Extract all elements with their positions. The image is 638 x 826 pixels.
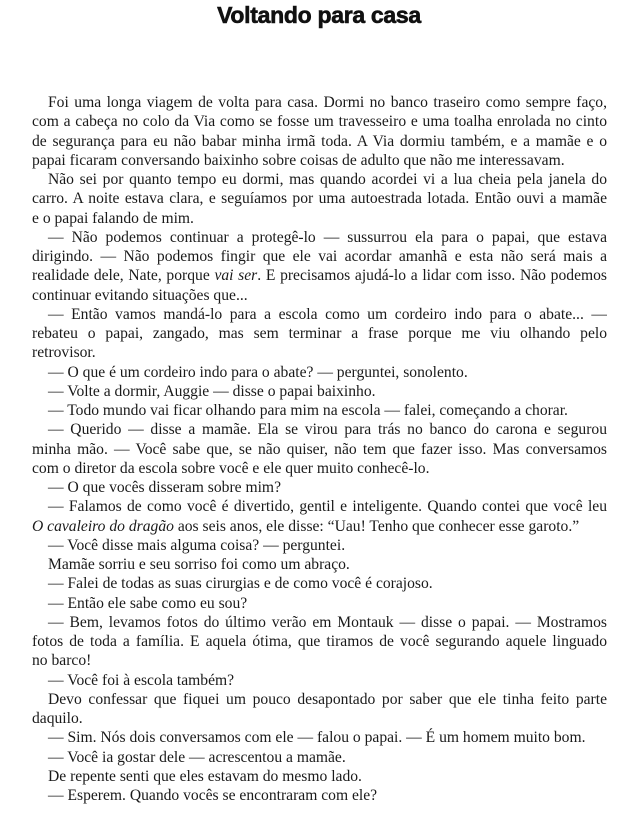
text-segment: Foi uma longa viagem de volta para casa. Dormi no banco traseiro como sempre faço, [48,94,607,111]
paragraph [32,786,607,805]
text-line [32,767,607,786]
text-line [32,209,607,228]
text-segment: retrovisor. [32,344,96,362]
text-segment: — Esperem. Quando vocês se encontraram com ele? [48,787,378,804]
paragraph [32,748,607,767]
text-line [32,517,607,536]
paragraph [32,382,607,401]
text-line [32,382,607,401]
text-line [32,594,607,613]
paragraph [32,93,607,170]
text-line [32,671,607,690]
text-segment: — Todo mundo vai ficar olhando para mim na escola — falei, começando a chorar. [48,402,568,419]
chapter-body [32,93,607,805]
paragraph [32,671,607,690]
text-segment: — Você foi à escola também? [48,671,235,689]
text-segment: continuar evitando situações que... [32,286,248,304]
text-segment: — Querido — disse a mamãe. Ela se virou para trás no banco do carona e segurou [48,421,607,439]
text-segment: Devo confessar que fiquei um pouco desapontado por saber que ele tinha feito parte [48,690,607,708]
text-segment: — Falei de todas as suas cirurgias e de como você é corajoso. [48,575,433,593]
text-segment: — Então ele sabe como eu sou? [48,594,248,612]
text-segment: Mamãe sorriu e seu sorriso foi como um abraço. [48,556,350,573]
text-segment: — Você disse mais alguma coisa? — perguntei. [48,536,346,554]
text-line [32,632,607,651]
paragraph [32,363,607,382]
text-segment: com o diretor da escola sobre você e ele quer muito conhecê-lo. [32,459,430,477]
italic-text-segment: vai ser [214,267,258,285]
text-segment: rebateu o papai, zangado, mas sem terminar a frase porque me viu olhando pelo [32,325,607,342]
text-segment: e o papai falando de mim. [32,209,194,227]
text-segment: carro. A noite estava clara, e seguíamos por uma autoestrada lotada. Então ouvi a mamãe [32,190,607,208]
paragraph [32,555,607,574]
paragraph [32,420,607,478]
text-segment: De repente senti que eles estavam do mesmo lado. [48,767,362,785]
paragraph [32,613,607,671]
text-line [32,286,607,305]
paragraph [32,170,607,228]
text-segment: no barco! [32,652,92,670]
text-line [32,478,607,497]
text-line [32,151,607,170]
paragraph [32,728,607,747]
text-segment: — O que é um cordeiro indo para o abate? — perguntei, sonolento. [48,363,468,381]
text-segment: dirigindo. — Não podemos fingir que ele vai acordar amanhã e esta não será mais a [32,248,607,265]
text-segment: — Não podemos continuar a protegê-lo — sussurrou ela para o papai, que estava [48,228,607,246]
text-line [32,459,607,478]
text-line [32,748,607,767]
text-segment: Não sei por quanto tempo eu dormi, mas quando acordei vi a lua cheia pela janela do [48,171,607,188]
text-line [32,651,607,670]
text-segment: — Então vamos mandá-lo para a escola como um cordeiro indo para o abate... — [48,305,607,323]
text-line [32,132,607,151]
text-segment: — Volte a dormir, Auggie — disse o papai baixinho. [48,382,376,400]
text-segment: com a cabeça no colo da Via como se fosse um travesseiro e uma toalha enrolada no cinto [32,113,607,131]
text-line [32,112,607,131]
text-segment: papai ficaram conversando baixinho sobre coisas de adulto que não me interessavam. [32,151,565,169]
text-segment: aos seis anos, ele disse: “Uau! Tenho que conhecer esse garoto.” [173,517,580,535]
text-line [32,690,607,709]
text-line [32,401,607,420]
paragraph [32,401,607,420]
text-line [32,170,607,189]
text-segment: fotos de toda a família. E aquela ótima, que tiramos de você segurando aquele linguado [32,633,607,650]
text-line [32,343,607,362]
text-segment: minha mão. — Você sabe que, se não quiser, não tem que fazer isso. Mas conversamos [32,440,607,458]
text-line [32,555,607,574]
text-segment: — Bem, levamos fotos do último verão em Montauk — disse o papai. — Mostramos [48,613,607,631]
text-segment: realidade dele, Nate, porque [32,267,215,285]
text-line [32,536,607,555]
text-segment: — O que vocês disseram sobre mim? [48,479,281,496]
text-line [32,497,607,516]
text-line [32,440,607,459]
text-line [32,574,607,593]
text-line [32,324,607,343]
text-segment: — Falamos de como você é divertido, gentil e inteligente. Quando contei que você leu [48,498,607,516]
text-line [32,247,607,266]
paragraph [32,536,607,555]
paragraph [32,594,607,613]
text-line [32,786,607,805]
text-segment: — Você ia gostar dele — acrescentou a mamãe. [48,748,346,766]
text-line [32,363,607,382]
paragraph [32,497,607,536]
text-line [32,266,607,285]
italic-text-segment: O cavaleiro do dragão [32,517,174,535]
text-segment: . E precisamos ajudá-lo a lidar com isso. Não podemos [257,267,607,285]
text-line [32,709,607,728]
text-line [32,305,607,324]
text-segment: de segurança para eu não babar minha irmã toda. A Via dormiu também, e a mamãe e o [32,132,607,150]
paragraph [32,478,607,497]
text-segment: daquilo. [32,710,83,727]
paragraph [32,228,607,305]
paragraph [32,305,607,363]
text-line [32,228,607,247]
paragraph [32,690,607,729]
text-line [32,728,607,747]
text-segment: — Sim. Nós dois conversamos com ele — falou o papai. — É um homem muito bom. [48,729,586,747]
text-line [32,420,607,439]
chapter-title: Voltando para casa [217,2,421,28]
paragraph [32,767,607,786]
text-line [32,189,607,208]
paragraph [32,574,607,593]
text-line [32,93,607,112]
text-line [32,613,607,632]
